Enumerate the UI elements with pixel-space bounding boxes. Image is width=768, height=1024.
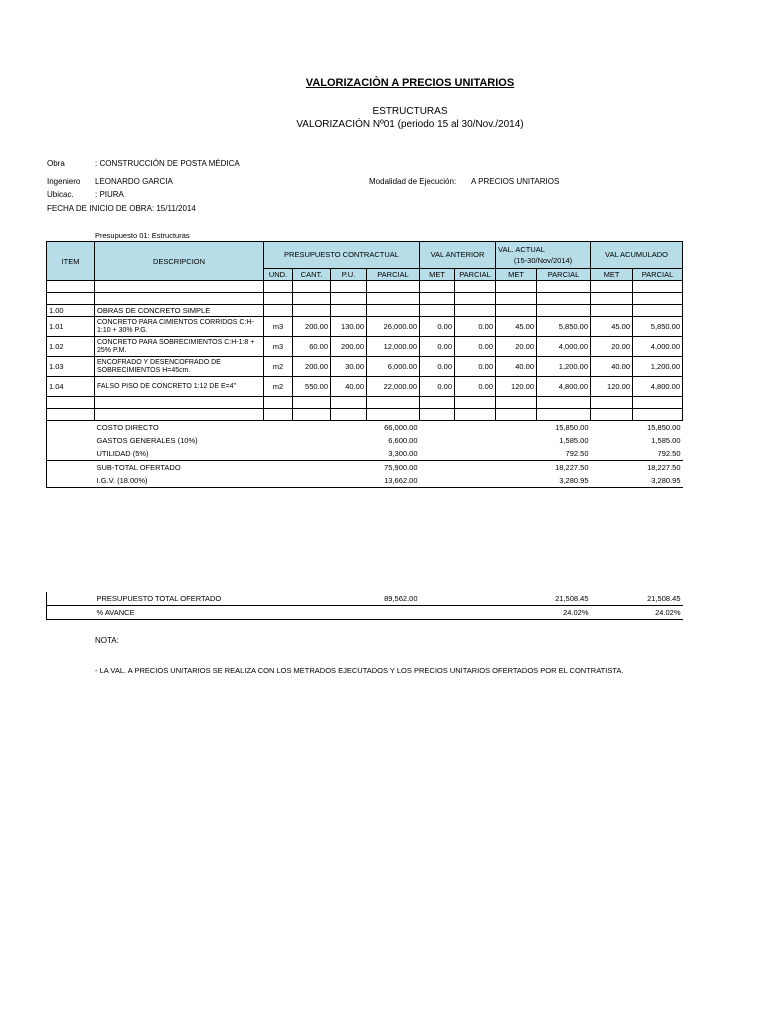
summary-presup: 66,000.00 <box>367 421 420 435</box>
summary-acum: 3,280.95 <box>633 474 683 488</box>
summary-act: 3,280.95 <box>537 474 591 488</box>
header-presupuesto: PRESUPUESTO CONTRACTUAL <box>264 242 420 269</box>
summary-act: 1,585.00 <box>559 436 589 445</box>
item-unit-price: 30.00 <box>331 357 367 377</box>
header-item: ITEM <box>47 242 95 281</box>
item-prev-metrado: 0.00 <box>420 377 455 397</box>
summary-label: UTILIDAD (5%) <box>96 449 149 458</box>
summary-row <box>47 447 683 461</box>
item-acum-metrado: 45.00 <box>591 317 633 337</box>
item-quantity: 60.00 <box>293 337 331 357</box>
summary-label: GASTOS GENERALES (10%) <box>96 436 198 445</box>
total-label: PRESUPUESTO TOTAL OFERTADO <box>96 594 222 603</box>
total-row <box>47 592 683 606</box>
table-row <box>47 377 683 397</box>
summary-label: SUB-TOTAL OFERTADO <box>95 461 367 475</box>
document-subtitle-structures: ESTRUCTURAS <box>372 106 448 117</box>
item-prev-partial: 0.00 <box>455 337 496 357</box>
item-unit-price: 130.00 <box>331 317 367 337</box>
item-code: 1.04 <box>47 377 95 397</box>
valuation-table <box>46 241 683 488</box>
header-val-actual-label: VAL. ACTUAL <box>498 244 545 254</box>
section-row <box>47 305 683 317</box>
item-acum-metrado: 120.00 <box>591 377 633 397</box>
modalidad-label: Modalidad de Ejecución: <box>369 177 457 186</box>
item-acum-metrado: 20.00 <box>591 337 633 357</box>
table-row <box>47 337 683 357</box>
modalidad-value: A PRECIOS UNITARIOS <box>471 177 560 186</box>
item-acum-partial: 4,000.00 <box>633 337 683 357</box>
item-curr-partial: 4,800.00 <box>537 377 591 397</box>
ingeniero-value: LEONARDO GARCIA <box>95 177 173 186</box>
item-prev-partial: 0.00 <box>455 317 496 337</box>
item-curr-metrado: 40.00 <box>496 357 537 377</box>
table-row <box>47 317 683 337</box>
item-unit-price: 40.00 <box>331 377 367 397</box>
summary-label: COSTO DIRECTO <box>95 421 367 435</box>
item-partial: 26,000.00 <box>367 317 420 337</box>
item-acum-partial: 5,850.00 <box>633 317 683 337</box>
item-partial: 6,000.00 <box>367 357 420 377</box>
header-val-actual <box>496 242 591 269</box>
totals-table <box>46 592 683 620</box>
item-prev-partial: 0.00 <box>455 357 496 377</box>
table-row <box>47 357 683 377</box>
summary-presup: 13,662.00 <box>367 474 420 488</box>
summary-act: 15,850.00 <box>537 421 591 435</box>
ubicacion-value: : PIURA <box>95 190 124 199</box>
item-curr-partial: 4,000.00 <box>537 337 591 357</box>
item-description: ENCOFRADO Y DESENCOFRADO DE SOBRECIMIENTOS H=45cm. <box>95 357 264 377</box>
document-subtitle-valuation: VALORIZACIÓN Nº01 (periodo 15 al 30/Nov./2014) <box>296 119 524 130</box>
item-acum-partial: 1,200.00 <box>633 357 683 377</box>
header-val-acumulado: VAL ACUMULADO <box>591 242 683 269</box>
item-description: CONCRETO PARA CIMIENTOS CORRIDOS C:H-1:10 + 30% P.G. <box>95 317 264 337</box>
empty-row <box>47 281 683 293</box>
obra-value: : CONSTRUCCIÓN DE POSTA MÉDICA <box>95 159 240 168</box>
item-unit-price: 200.00 <box>331 337 367 357</box>
total-act: 21,508.45 <box>555 594 589 603</box>
header-ant-parcial: PARCIAL <box>455 268 496 280</box>
item-code: 1.03 <box>47 357 95 377</box>
section-desc: OBRAS DE CONCRETO SIMPLE <box>95 305 264 317</box>
item-curr-metrado: 20.00 <box>496 337 537 357</box>
item-prev-metrado: 0.00 <box>420 337 455 357</box>
header-val-actual-period: (15-30/Nov/2014) <box>513 255 573 265</box>
header-act-met: MET <box>496 268 537 280</box>
summary-presup: 6,600.00 <box>388 436 418 445</box>
item-quantity: 200.00 <box>293 357 331 377</box>
item-prev-partial: 0.00 <box>455 377 496 397</box>
item-partial: 12,000.00 <box>367 337 420 357</box>
header-und: UND. <box>264 268 293 280</box>
item-curr-metrado: 120.00 <box>496 377 537 397</box>
total-acum: 21,508.45 <box>647 594 681 603</box>
total-presup: 89,562.00 <box>384 594 418 603</box>
item-unit: m2 <box>264 377 293 397</box>
item-unit: m3 <box>264 337 293 357</box>
empty-row <box>47 397 683 409</box>
item-description: FALSO PISO DE CONCRETO 1:12 DE E=4" <box>95 377 264 397</box>
section-item: 1.00 <box>47 305 95 317</box>
summary-row <box>47 421 683 435</box>
ubicacion-label: Ubicac. <box>47 190 74 199</box>
header-cant: CANT. <box>293 268 331 280</box>
empty-row <box>47 409 683 421</box>
document-title: VALORIZACIÒN A PRECIOS UNITARIOS <box>305 77 515 89</box>
header-acum-parcial: PARCIAL <box>633 268 683 280</box>
header-act-parcial: PARCIAL <box>537 268 591 280</box>
summary-acum: 18,227.50 <box>633 461 683 475</box>
item-curr-partial: 1,200.00 <box>537 357 591 377</box>
presupuesto-label: Presupuesto 01: Estructuras <box>95 231 190 240</box>
item-code: 1.01 <box>47 317 95 337</box>
item-prev-metrado: 0.00 <box>420 357 455 377</box>
item-partial: 22,000.00 <box>367 377 420 397</box>
summary-row <box>47 434 683 447</box>
summary-label: I.G.V. (18.00%) <box>95 474 367 488</box>
summary-row <box>47 461 683 475</box>
obra-label: Obra <box>47 159 65 168</box>
item-code: 1.02 <box>47 337 95 357</box>
summary-row <box>47 474 683 488</box>
item-curr-partial: 5,850.00 <box>537 317 591 337</box>
empty-row <box>47 293 683 305</box>
avance-row <box>47 606 683 620</box>
avance-label: % AVANCE <box>95 606 367 620</box>
avance-acum: 24.02% <box>633 606 683 620</box>
header-acum-met: MET <box>591 268 633 280</box>
item-prev-metrado: 0.00 <box>420 317 455 337</box>
summary-acum: 1,585.00 <box>651 436 681 445</box>
summary-acum: 15,850.00 <box>633 421 683 435</box>
avance-act: 24.02% <box>537 606 591 620</box>
ingeniero-label: Ingeniero <box>47 177 81 186</box>
fecha-inicio: FECHA DE INICIO DE OBRA: 15/11/2014 <box>47 204 196 213</box>
item-acum-partial: 4,800.00 <box>633 377 683 397</box>
summary-presup: 75,900.00 <box>367 461 420 475</box>
summary-acum: 792.50 <box>657 449 681 458</box>
summary-act: 792.50 <box>565 449 589 458</box>
header-pu: P.U. <box>331 268 367 280</box>
summary-presup: 3,300.00 <box>388 449 418 458</box>
item-unit: m3 <box>264 317 293 337</box>
item-unit: m2 <box>264 357 293 377</box>
nota-label: NOTA: <box>95 636 119 645</box>
summary-act: 18,227.50 <box>537 461 591 475</box>
header-ant-met: MET <box>420 268 455 280</box>
header-parcial: PARCIAL <box>367 268 420 280</box>
header-val-anterior: VAL ANTERIOR <box>420 242 496 269</box>
item-quantity: 200.00 <box>293 317 331 337</box>
header-descripcion: DESCRIPCION <box>95 242 264 281</box>
item-acum-metrado: 40.00 <box>591 357 633 377</box>
item-quantity: 550.00 <box>293 377 331 397</box>
nota-text: - LA VAL. A PRECIOS UNITARIOS SE REALIZA CON LOS METRADOS EJECUTADOS Y LOS PRECIOS UNITARIOS OFERTADOS POR EL CONTRATISTA. <box>95 666 624 675</box>
item-curr-metrado: 45.00 <box>496 317 537 337</box>
item-description: CONCRETO PARA SOBRECIMIENTOS C:H-1:8 + 25% P.M. <box>95 337 264 357</box>
